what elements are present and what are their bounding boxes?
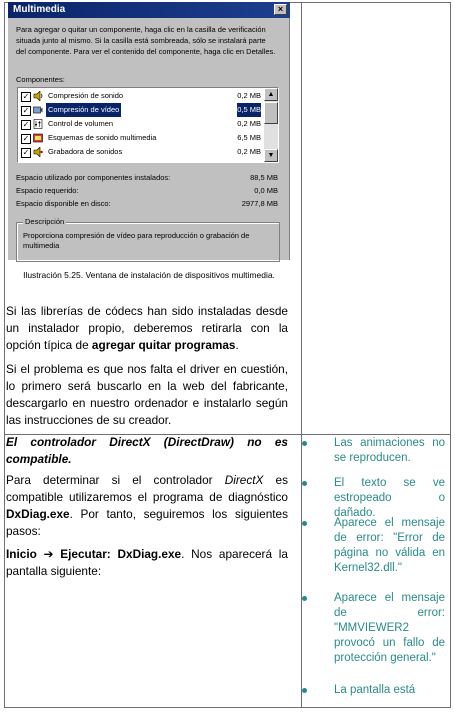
component-size: 0,2 MB: [237, 147, 261, 156]
recorder-icon: [33, 147, 43, 157]
stat-value: 2977,8 MB: [241, 199, 278, 208]
component-checkbox[interactable]: ✓: [22, 106, 30, 115]
component-item[interactable]: [19, 131, 263, 145]
component-checkbox[interactable]: ✓: [22, 92, 30, 101]
figure-caption: Ilustración 5.25. Ventana de instalación de dispositivos multimedia.: [23, 270, 275, 280]
paragraph-driver: Si el problema es que nos falta el driver en cuestión, lo primero será buscarlo en la web del fabricante, descargarlo en nuestro ordenador e instalarlo según las instrucciones de su creador.: [6, 362, 288, 427]
stat-label: Espacio utilizado por componentes instalados:: [16, 173, 171, 182]
dialog-title-bar[interactable]: [8, 2, 290, 18]
component-checkbox[interactable]: ✓: [22, 120, 30, 129]
component-name: Control de volumen: [48, 119, 114, 128]
component-item[interactable]: [19, 89, 263, 103]
description-text: Proporciona compresión de vídeo para reproducción o grabación de multimedia: [23, 231, 250, 250]
volume-icon: [33, 119, 43, 129]
paragraph-dxdiag: [6, 472, 288, 540]
bullet-icon: [302, 481, 307, 486]
component-size: 0,2 MB: [237, 91, 261, 100]
component-item[interactable]: [19, 117, 263, 131]
symptom-text: Aparece el mensaje de error: "MMVIEWER2 provocó un fallo de protección general.": [334, 592, 445, 664]
scroll-up-button[interactable]: ▲: [264, 88, 278, 101]
paragraph-bold: agregar quitar programas: [91, 338, 236, 352]
paragraph-italic: DirectX: [224, 473, 264, 487]
symptom-item: [300, 683, 445, 698]
description-label: Descripción: [25, 217, 65, 226]
component-name: Esquemas de sonido multimedia: [48, 133, 157, 142]
component-name: Compresión de vídeo: [46, 103, 121, 117]
paragraph-text: es compatible utilizaremos el programa de diagnóstico: [6, 473, 288, 504]
description-group: [16, 217, 280, 262]
symptom-text: Las animaciones no se reproducen.: [334, 437, 445, 464]
component-checkbox[interactable]: ✓: [22, 134, 30, 143]
paragraph-text: . Por tanto, seguiremos los siguientes pasos:: [6, 507, 288, 538]
scroll-thumb[interactable]: [264, 102, 278, 124]
paragraph-text: .: [235, 338, 239, 352]
symptom-item: [300, 516, 445, 576]
stat-available: [16, 199, 278, 211]
bullet-icon: [302, 688, 307, 693]
dialog-instructions: Para agregar o quitar un componente, haga clic en la casilla de verificación situada junto al mismo. Si la casilla está sombreada, sólo se instalará parte del componente. Para ver el contenido del componente, haga clic en Detalles.: [16, 25, 276, 56]
paragraph-text: . Nos aparecerá la pantalla siguiente:: [6, 547, 288, 578]
paragraph-codecs: [6, 303, 288, 354]
symptom-text: El texto se ve estropeado o dañado.: [334, 477, 445, 519]
stat-label: Espacio requerido:: [16, 186, 79, 195]
section-heading: El controlador DirectX (DirectDraw) no es compatible.: [6, 435, 288, 466]
symptom-text: La pantalla está: [334, 684, 416, 696]
stat-value: 0,0 MB: [254, 186, 278, 195]
symptom-item: [300, 591, 445, 666]
stat-value: 88,5 MB: [250, 173, 278, 182]
component-size: 0,2 MB: [237, 119, 261, 128]
bullet-icon: [302, 596, 307, 601]
list-scrollbar[interactable]: [264, 88, 278, 162]
dialog-title: Multimedia: [13, 4, 66, 15]
paragraph-text: Si las librerías de códecs han sido instaladas desde un instalador propio, deberemos retirarla con la opción típica de: [6, 304, 288, 352]
symptom-text: Aparece el mensaje de error: "Error de página no válida en Kernel32.dll.": [334, 517, 445, 574]
components-list[interactable]: [17, 87, 279, 163]
scroll-down-button[interactable]: ▼: [264, 149, 278, 162]
paragraph-steps: [6, 546, 288, 580]
component-item[interactable]: [19, 103, 263, 117]
paragraph-bold: DxDiag.exe: [6, 507, 70, 521]
multimedia-dialog: [8, 2, 290, 260]
component-item[interactable]: [19, 145, 263, 159]
close-button[interactable]: ×: [274, 4, 287, 15]
stat-label: Espacio disponible en disco:: [16, 199, 111, 208]
speaker-icon: [33, 91, 43, 101]
component-size: 6,5 MB: [237, 133, 261, 142]
component-size: 0,5 MB: [237, 103, 261, 117]
video-icon: [33, 105, 43, 115]
component-name: Compresión de sonido: [48, 91, 124, 100]
paragraph-text: Para determinar si el controlador: [6, 473, 225, 487]
symptom-item: [300, 436, 445, 466]
stat-installed: [16, 173, 278, 185]
components-label: Componentes:: [16, 75, 65, 84]
paragraph-bold: Inicio ➔ Ejecutar: DxDiag.exe: [6, 547, 182, 561]
symptom-item: [300, 476, 445, 521]
bullet-icon: [302, 441, 307, 446]
bullet-icon: [302, 521, 307, 526]
component-checkbox[interactable]: ✓: [22, 148, 30, 157]
stat-required: [16, 186, 278, 198]
scheme-icon: [33, 133, 43, 143]
component-name: Grabadora de sonidos: [48, 147, 123, 156]
